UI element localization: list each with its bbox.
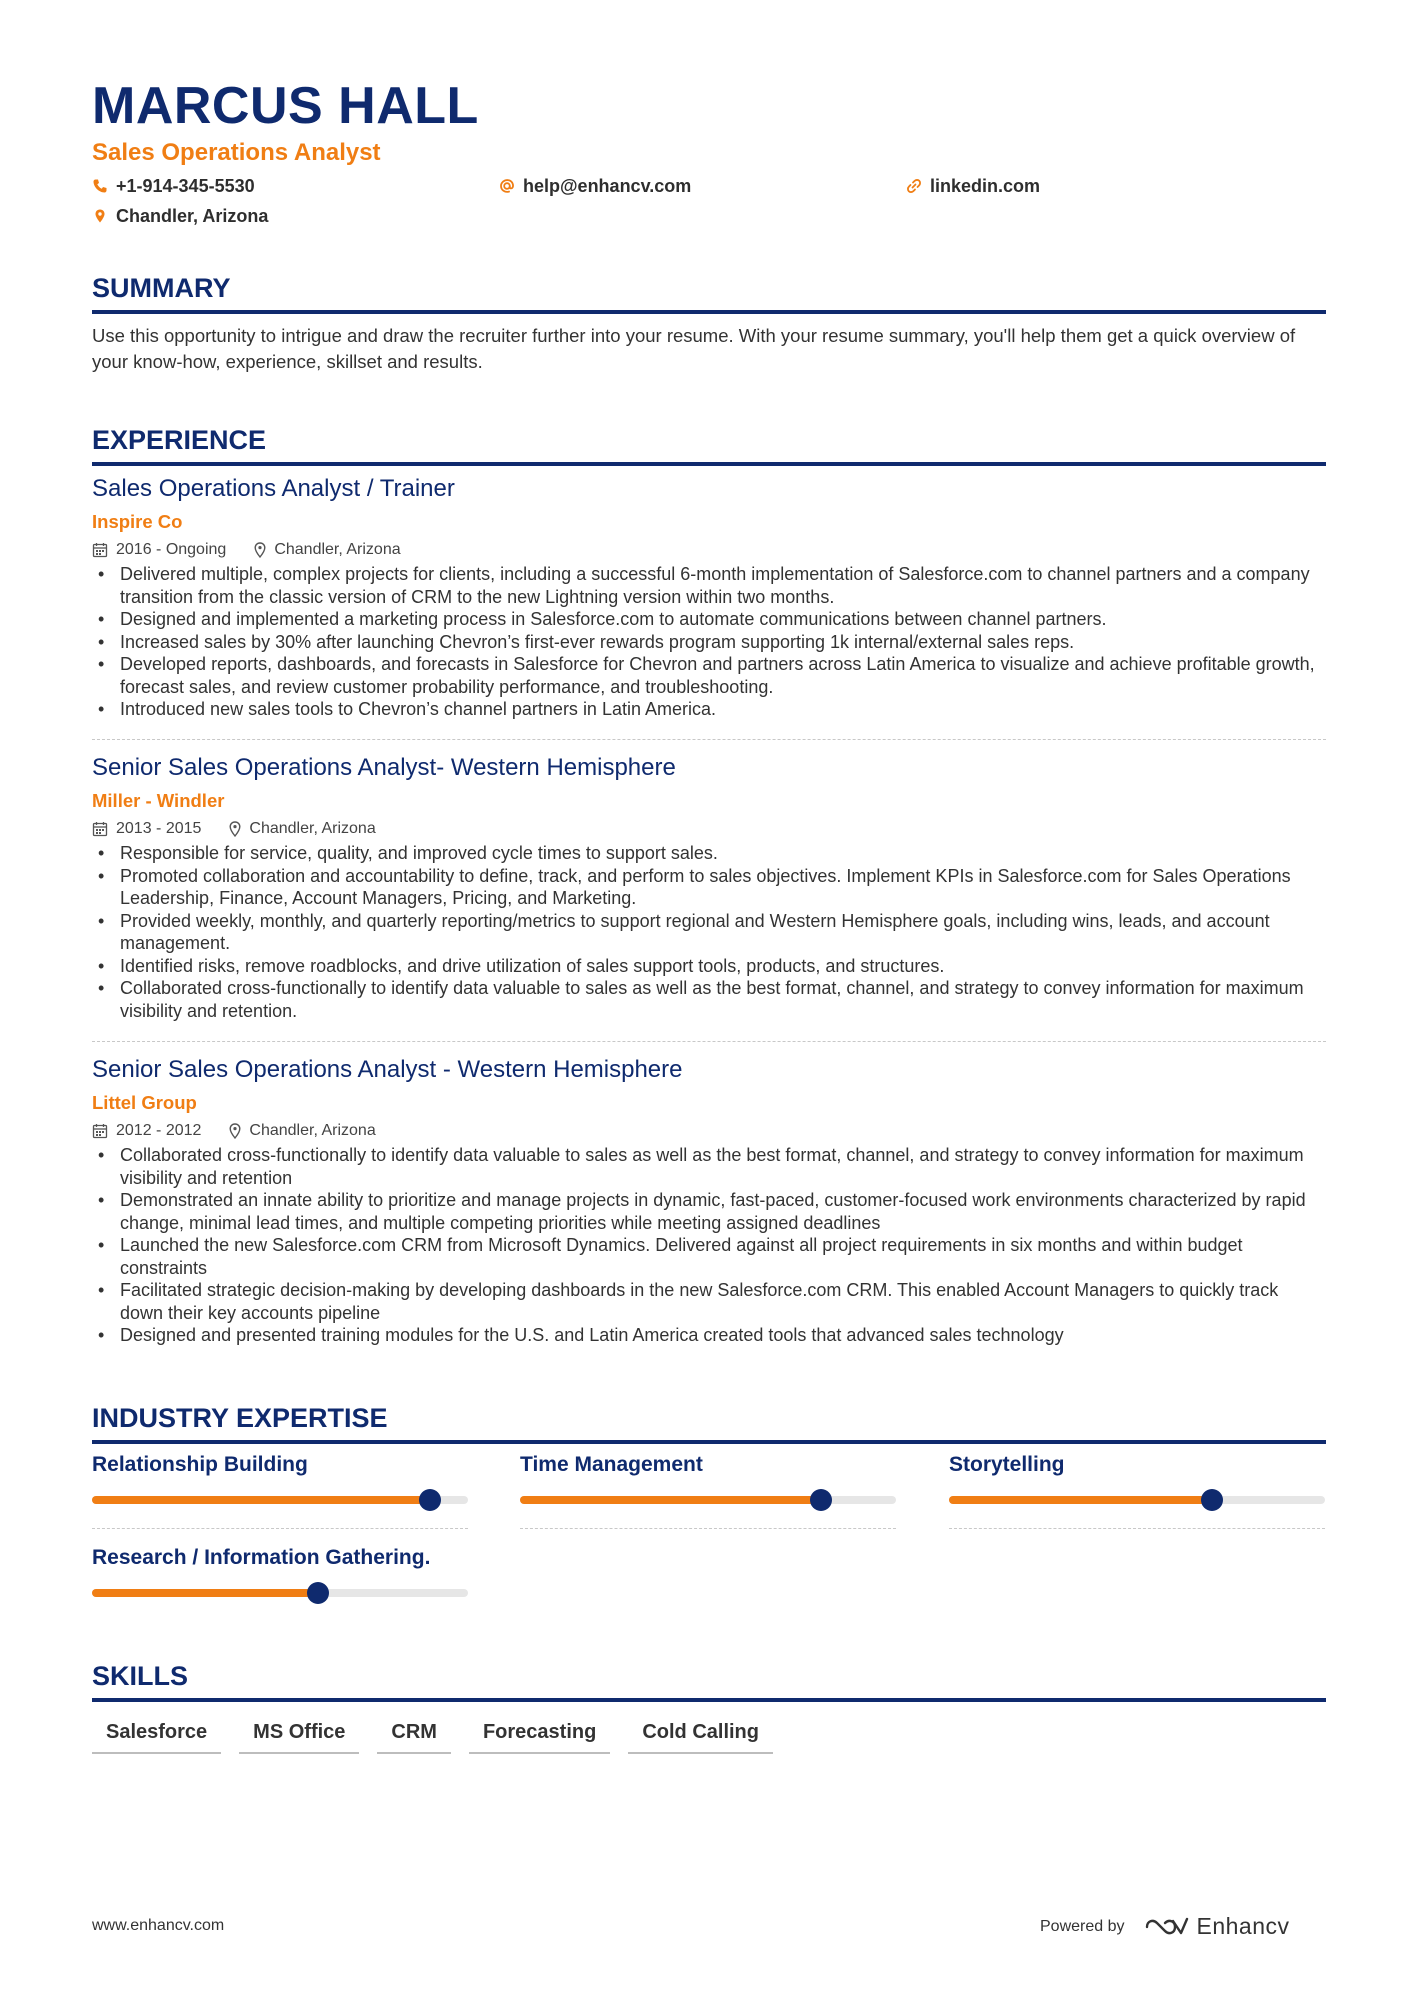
job-title: Sales Operations Analyst / Trainer [92, 475, 455, 502]
brand-name: Enhancv [1196, 1913, 1290, 1939]
list-item: • Collaborated cross-functionally to identify data valuable to sales as well as the best format, channel, and strategy to convey information for maximum visibility and retention. [92, 977, 1326, 1022]
experience-heading: EXPERIENCE [92, 424, 1326, 466]
skill-tag: Cold Calling [628, 1720, 773, 1754]
job-bullets [92, 1144, 1326, 1347]
expertise-bar-fill [949, 1496, 1212, 1504]
location-pin-icon [254, 542, 266, 558]
list-item: • Facilitated strategic decision-making by developing dashboards in the new Salesforce.com CRM. This enabled Account Managers to quickly track down their key accounts pipeline [92, 1279, 1326, 1324]
at-icon [499, 178, 515, 194]
powered-by-label: Powered by [1040, 1917, 1125, 1935]
expertise-name: Relationship Building [92, 1453, 308, 1476]
calendar-icon [92, 821, 108, 837]
enhancv-logo-icon [1143, 1915, 1189, 1939]
job-company: Miller - Windler [92, 790, 225, 811]
email-text: help@enhancv.com [523, 176, 692, 196]
job-entry [92, 1055, 1326, 1347]
job-location [229, 1121, 375, 1141]
expertise-bar-fill [92, 1589, 318, 1597]
list-item: • Responsible for service, quality, and improved cycle times to support sales. [92, 842, 1326, 865]
list-item: • Demonstrated an innate ability to prioritize and manage projects in dynamic, fast-paced, customer-focused work environments characterized by rapid change, minimal lead times, and multiple competing priorities while meeting assigned deadlines [92, 1189, 1326, 1234]
divider [949, 1528, 1325, 1529]
list-item: • Delivered multiple, complex projects for clients, including a successful 6-month implementation of Salesforce.com to channel partners and a company transition from the classic version of CRM to the new Lightning version within two months. [92, 563, 1326, 608]
skill-tag: Salesforce [92, 1720, 221, 1754]
contact-phone[interactable] [92, 175, 255, 197]
list-item: • Introduced new sales tools to Chevron’s channel partners in Latin America. [92, 698, 1326, 721]
job-title: Senior Sales Operations Analyst- Western Hemisphere [92, 754, 676, 781]
job-meta [92, 819, 1326, 839]
expertise-item [92, 1452, 468, 1529]
location-pin-icon [92, 208, 108, 224]
divider [92, 1041, 1326, 1042]
job-dates: 2016 - Ongoing [116, 541, 227, 558]
list-item: • Identified risks, remove roadblocks, and drive utilization of sales support tools, products, and structures. [92, 955, 1326, 978]
summary-heading: SUMMARY [92, 272, 1326, 314]
divider [92, 739, 1326, 740]
job-location-text: Chandler, Arizona [249, 1122, 376, 1139]
expertise-heading: INDUSTRY EXPERTISE [92, 1402, 1326, 1444]
skill-tag: MS Office [239, 1720, 359, 1754]
expertise-bar [92, 1496, 468, 1504]
expertise-bar-knob [307, 1582, 329, 1604]
job-bullets [92, 842, 1326, 1022]
list-item: • Developed reports, dashboards, and forecasts in Salesforce for Chevron and partners across Latin America to visualize and achieve profitable growth, forecast sales, and review customer probability performance, and troubleshooting. [92, 653, 1326, 698]
list-item: • Launched the new Salesforce.com CRM from Microsoft Dynamics. Delivered against all project requirements in six months and within budget constraints [92, 1234, 1326, 1279]
expertise-name: Storytelling [949, 1453, 1065, 1476]
expertise-bar [92, 1589, 468, 1597]
summary-text: Use this opportunity to intrigue and draw the recruiter further into your resume. With your resume summary, you'll help them get a quick overview of your know-how, experience, skillset and results. [92, 325, 1296, 372]
expertise-item [92, 1545, 468, 1597]
job-location [254, 540, 400, 560]
list-item: • Collaborated cross-functionally to identify data valuable to sales as well as the best format, channel, and strategy to convey information for maximum visibility and retention [92, 1144, 1326, 1189]
expertise-name: Research / Information Gathering. [92, 1546, 431, 1569]
expertise-bar-knob [1201, 1489, 1223, 1511]
job-meta [92, 540, 1326, 560]
expertise-item [520, 1452, 896, 1529]
job-company: Littel Group [92, 1092, 197, 1113]
skills-heading: SKILLS [92, 1660, 1326, 1702]
job-title: Senior Sales Operations Analyst - Western Hemisphere [92, 1056, 683, 1083]
candidate-name: MARCUS HALL [92, 77, 479, 135]
expertise-bar [949, 1496, 1325, 1504]
job-dates: 2013 - 2015 [116, 820, 202, 837]
contact-location [92, 205, 268, 227]
job-company: Inspire Co [92, 511, 183, 532]
job-entry [92, 474, 1326, 721]
job-location [229, 819, 375, 839]
calendar-icon [92, 542, 108, 558]
expertise-bar-knob [419, 1489, 441, 1511]
list-item: • Designed and presented training modules for the U.S. and Latin America created tools that advanced sales technology [92, 1324, 1326, 1347]
expertise-item [949, 1452, 1325, 1529]
expertise-name: Time Management [520, 1453, 703, 1476]
phone-text: +1-914-345-5530 [116, 176, 255, 196]
expertise-bar-knob [810, 1489, 832, 1511]
location-pin-icon [229, 821, 241, 837]
list-item: • Promoted collaboration and accountability to define, track, and perform to sales objectives. Implement KPIs in Salesforce.com for Sales Operations Leadership, Finance, Account Managers, Pricing, and Marketing. [92, 865, 1326, 910]
location-text: Chandler, Arizona [116, 206, 269, 226]
expertise-bar [520, 1496, 896, 1504]
job-location-text: Chandler, Arizona [249, 820, 376, 837]
list-item: • Designed and implemented a marketing process in Salesforce.com to automate communications between channel partners. [92, 608, 1326, 631]
location-pin-icon [229, 1123, 241, 1139]
list-item: • Provided weekly, monthly, and quarterly reporting/metrics to support regional and Western Hemisphere goals, including wins, leads, and account management. [92, 910, 1326, 955]
skill-tags [92, 1720, 773, 1754]
contact-linkedin[interactable] [906, 175, 1040, 197]
job-location-text: Chandler, Arizona [274, 541, 401, 558]
skill-tag: CRM [377, 1720, 451, 1754]
candidate-title: Sales Operations Analyst [92, 139, 381, 166]
job-bullets [92, 563, 1326, 721]
divider [92, 1528, 468, 1529]
divider [520, 1528, 896, 1529]
list-item: • Increased sales by 30% after launching Chevron’s first-ever rewards program supporting 1k internal/external sales reps. [92, 631, 1326, 654]
phone-icon [92, 178, 108, 194]
linkedin-text: linkedin.com [930, 176, 1041, 196]
contact-email[interactable] [499, 175, 691, 197]
skill-tag: Forecasting [469, 1720, 610, 1754]
link-icon [906, 178, 922, 194]
job-dates: 2012 - 2012 [116, 1122, 202, 1139]
job-meta [92, 1121, 1326, 1141]
calendar-icon [92, 1123, 108, 1139]
job-entry [92, 753, 1326, 1022]
expertise-bar-fill [520, 1496, 821, 1504]
footer-website[interactable]: www.enhancv.com [92, 1917, 225, 1934]
footer-powered[interactable] [1040, 1913, 1290, 1940]
enhancv-logo [1143, 1913, 1290, 1940]
expertise-bar-fill [92, 1496, 430, 1504]
